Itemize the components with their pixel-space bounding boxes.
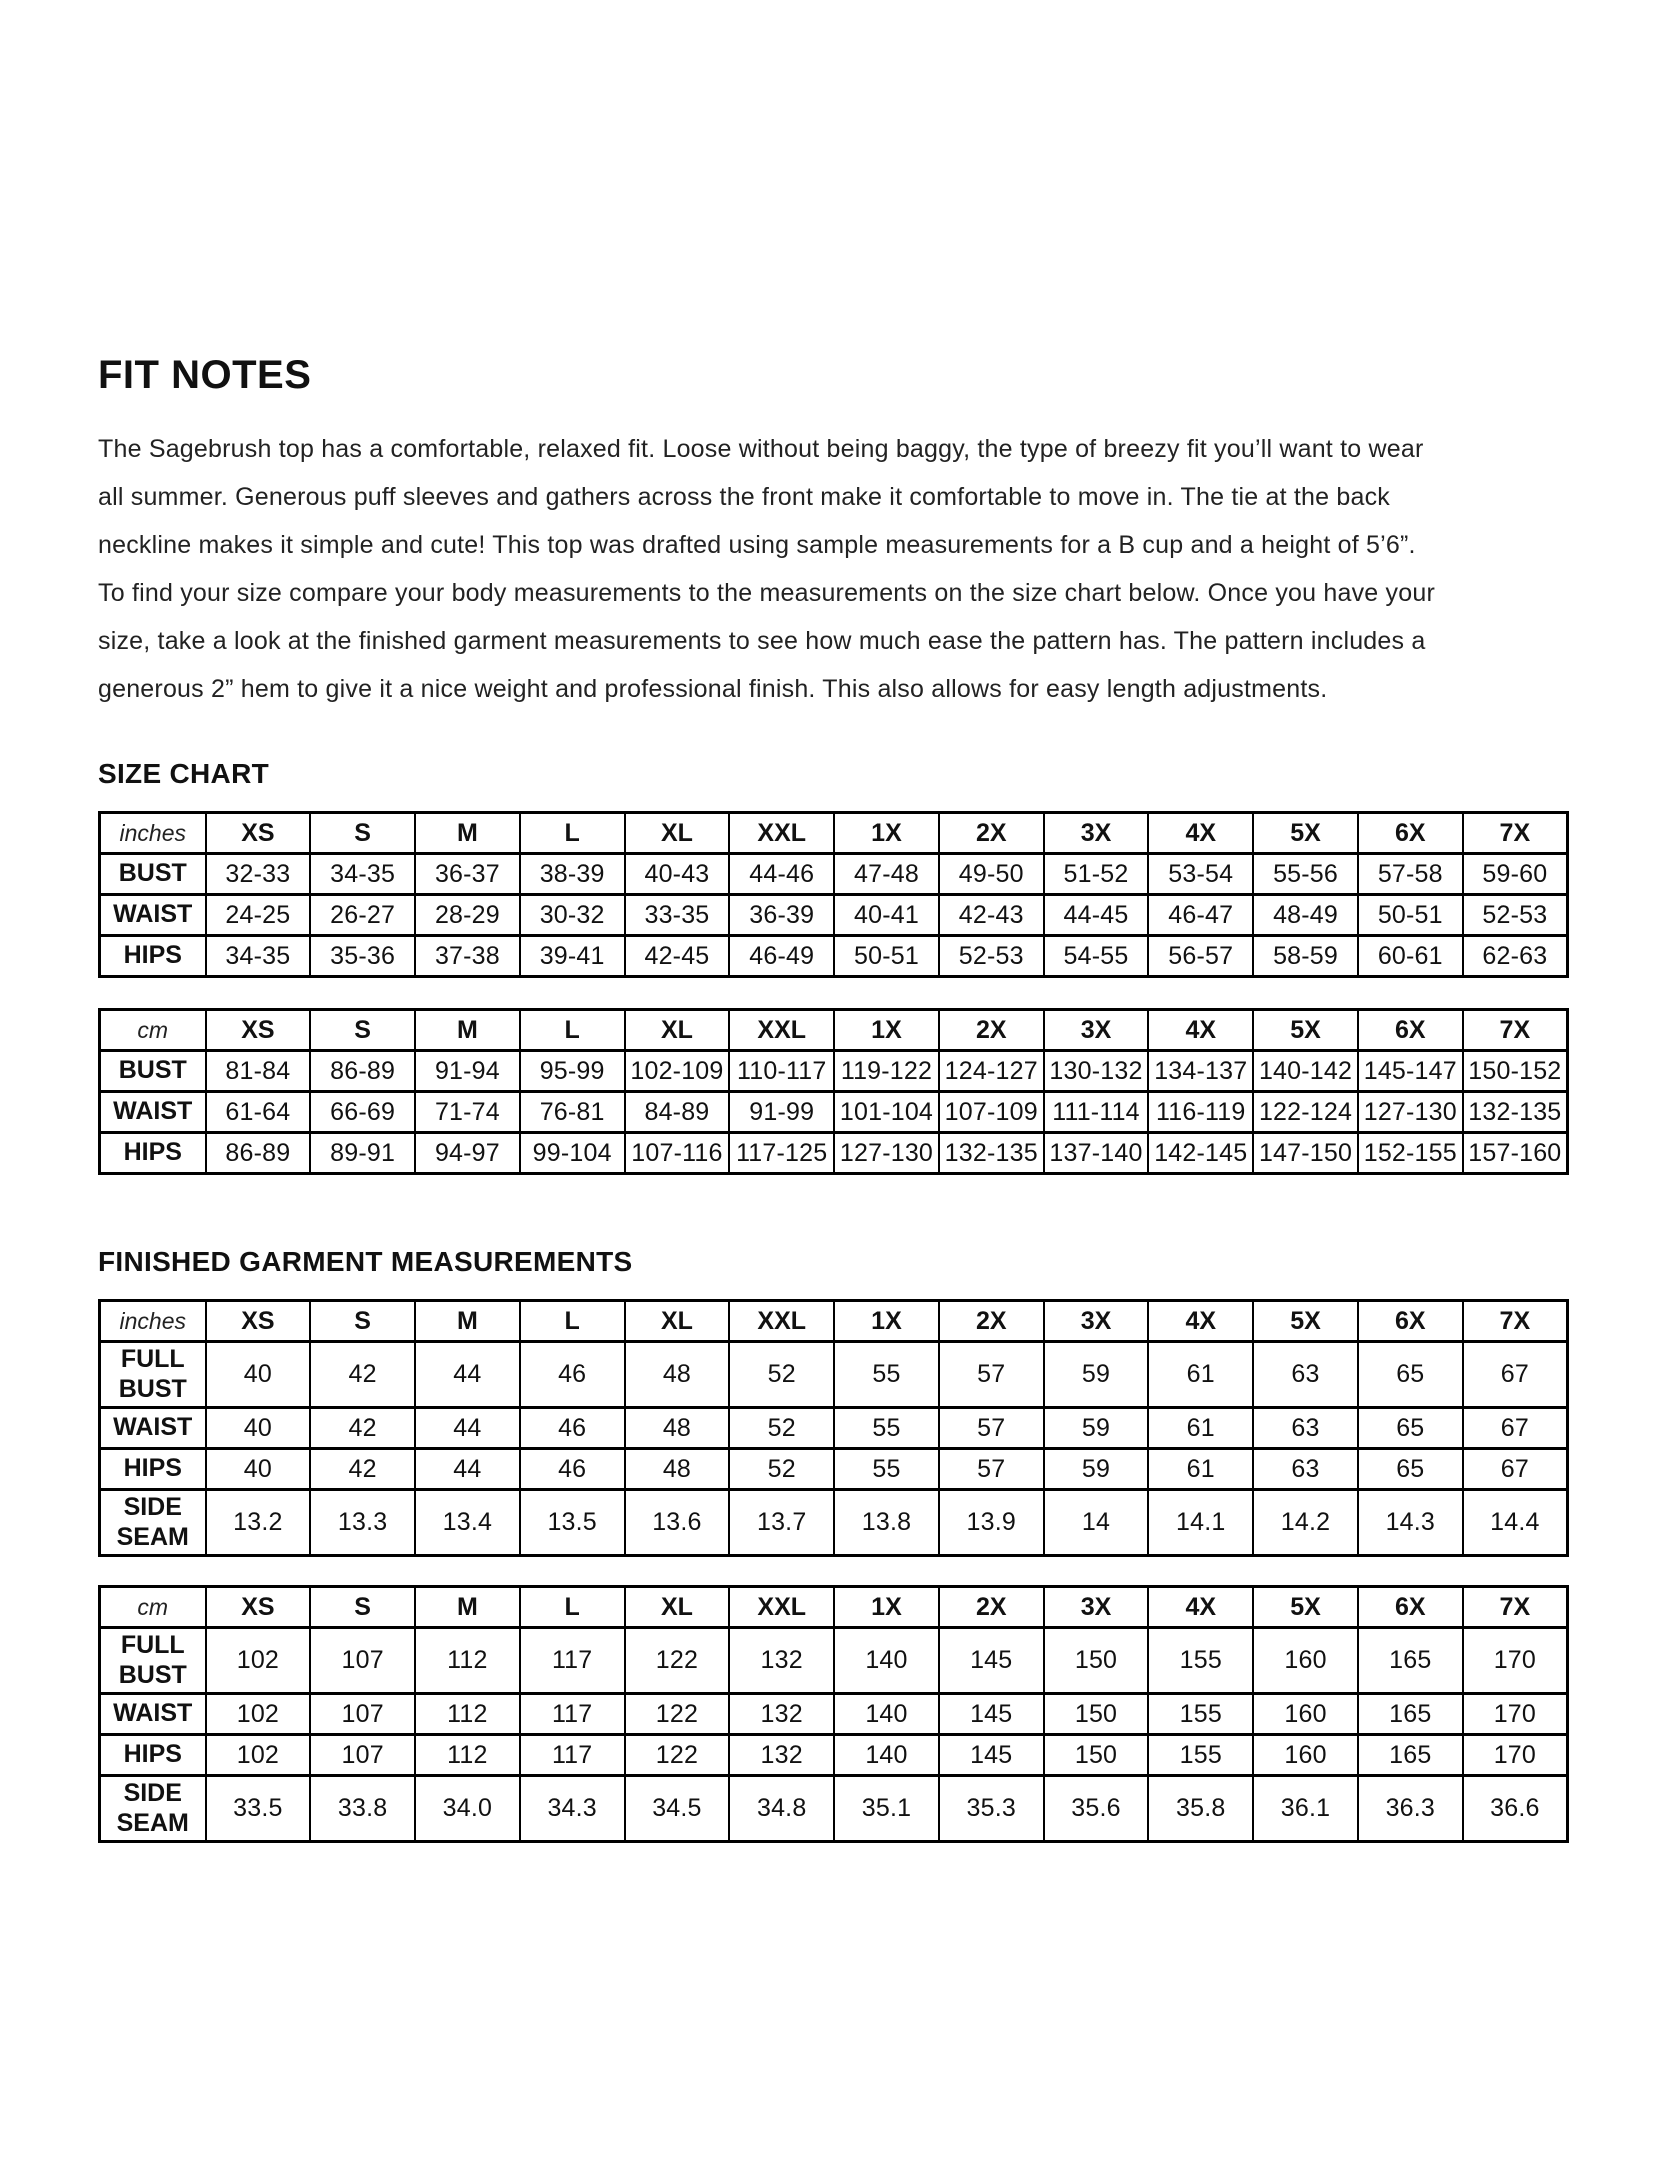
measurement-cell: 40	[206, 1408, 311, 1449]
measurement-cell: 116-119	[1148, 1092, 1253, 1133]
measurement-cell: 102	[206, 1628, 311, 1694]
measurement-cell: 71-74	[415, 1092, 520, 1133]
measurement-cell: 67	[1463, 1408, 1568, 1449]
measurement-cell: 44	[415, 1342, 520, 1408]
row-label: HIPS	[100, 936, 206, 977]
unit-label: cm	[100, 1587, 206, 1628]
size-column-header: M	[415, 1010, 520, 1051]
measurement-cell: 34.0	[415, 1776, 520, 1842]
size-column-header: S	[310, 1587, 415, 1628]
measurement-row	[100, 1776, 1568, 1842]
size-column-header: L	[520, 1301, 625, 1342]
measurement-cell: 132-135	[1463, 1092, 1568, 1133]
measurement-cell: 122	[625, 1694, 730, 1735]
measurement-cell: 145	[939, 1694, 1044, 1735]
measurement-cell: 160	[1253, 1735, 1358, 1776]
size-column-header: XXL	[729, 813, 834, 854]
measurement-cell: 160	[1253, 1628, 1358, 1694]
measurement-cell: 48-49	[1253, 895, 1358, 936]
measurement-cell: 107-116	[625, 1133, 730, 1174]
measurement-cell: 132	[729, 1735, 834, 1776]
size-chart-inches-table	[98, 811, 1569, 978]
size-column-header: 5X	[1253, 1010, 1358, 1051]
measurement-row	[100, 1051, 1568, 1092]
size-column-header: 4X	[1148, 813, 1253, 854]
measurement-cell: 134-137	[1148, 1051, 1253, 1092]
unit-label: inches	[100, 1301, 206, 1342]
measurement-cell: 91-94	[415, 1051, 520, 1092]
measurement-cell: 35.1	[834, 1776, 939, 1842]
size-column-header: 3X	[1044, 1301, 1149, 1342]
measurement-cell: 36.3	[1358, 1776, 1463, 1842]
measurement-cell: 46-49	[729, 936, 834, 977]
size-column-header: M	[415, 1587, 520, 1628]
measurement-cell: 122-124	[1253, 1092, 1358, 1133]
size-column-header: 7X	[1463, 813, 1568, 854]
size-column-header: 4X	[1148, 1010, 1253, 1051]
measurement-row	[100, 1694, 1568, 1735]
size-column-header: 2X	[939, 1301, 1044, 1342]
measurement-cell: 94-97	[415, 1133, 520, 1174]
measurement-cell: 13.7	[729, 1490, 834, 1556]
measurement-cell: 36-37	[415, 854, 520, 895]
measurement-cell: 46	[520, 1408, 625, 1449]
size-column-header: 1X	[834, 813, 939, 854]
measurement-cell: 44-46	[729, 854, 834, 895]
measurement-cell: 52	[729, 1408, 834, 1449]
size-column-header: 3X	[1044, 813, 1149, 854]
measurement-cell: 61	[1148, 1408, 1253, 1449]
measurement-cell: 152-155	[1358, 1133, 1463, 1174]
measurement-cell: 33-35	[625, 895, 730, 936]
measurement-cell: 34.8	[729, 1776, 834, 1842]
measurement-cell: 112	[415, 1628, 520, 1694]
measurement-cell: 61-64	[206, 1092, 311, 1133]
measurement-cell: 40-43	[625, 854, 730, 895]
measurement-cell: 119-122	[834, 1051, 939, 1092]
measurement-cell: 150	[1044, 1628, 1149, 1694]
size-column-header: 6X	[1358, 1587, 1463, 1628]
fit-notes-paragraph	[98, 425, 1571, 713]
size-column-header: 2X	[939, 1587, 1044, 1628]
measurement-cell: 124-127	[939, 1051, 1044, 1092]
measurement-cell: 34.3	[520, 1776, 625, 1842]
measurement-cell: 28-29	[415, 895, 520, 936]
size-column-header: XS	[206, 1301, 311, 1342]
measurement-cell: 42	[310, 1408, 415, 1449]
measurement-cell: 57	[939, 1342, 1044, 1408]
measurement-cell: 36-39	[729, 895, 834, 936]
measurement-cell: 66-69	[310, 1092, 415, 1133]
measurement-cell: 13.6	[625, 1490, 730, 1556]
measurement-cell: 46-47	[1148, 895, 1253, 936]
measurement-cell: 52-53	[939, 936, 1044, 977]
measurement-cell: 24-25	[206, 895, 311, 936]
finished-garment-cm-table	[98, 1585, 1569, 1843]
size-column-header: XS	[206, 813, 311, 854]
measurement-cell: 117	[520, 1735, 625, 1776]
measurement-cell: 52-53	[1463, 895, 1568, 936]
measurement-cell: 95-99	[520, 1051, 625, 1092]
measurement-cell: 145	[939, 1628, 1044, 1694]
measurement-cell: 81-84	[206, 1051, 311, 1092]
measurement-cell: 34-35	[206, 936, 311, 977]
measurement-cell: 42-43	[939, 895, 1044, 936]
measurement-cell: 39-41	[520, 936, 625, 977]
row-label: SIDE SEAM	[100, 1776, 206, 1842]
measurement-cell: 57	[939, 1449, 1044, 1490]
measurement-cell: 107	[310, 1735, 415, 1776]
measurement-cell: 57	[939, 1408, 1044, 1449]
measurement-cell: 170	[1463, 1735, 1568, 1776]
measurement-cell: 35-36	[310, 936, 415, 977]
measurement-cell: 37-38	[415, 936, 520, 977]
size-column-header: S	[310, 813, 415, 854]
measurement-cell: 76-81	[520, 1092, 625, 1133]
measurement-cell: 30-32	[520, 895, 625, 936]
measurement-cell: 63	[1253, 1408, 1358, 1449]
measurement-cell: 107-109	[939, 1092, 1044, 1133]
measurement-cell: 132-135	[939, 1133, 1044, 1174]
size-column-header: 2X	[939, 813, 1044, 854]
measurement-cell: 150	[1044, 1694, 1149, 1735]
size-column-header: L	[520, 813, 625, 854]
row-label: HIPS	[100, 1449, 206, 1490]
measurement-cell: 35.8	[1148, 1776, 1253, 1842]
measurement-cell: 26-27	[310, 895, 415, 936]
measurement-cell: 14.3	[1358, 1490, 1463, 1556]
measurement-row	[100, 1449, 1568, 1490]
size-chart-cm-table	[98, 1008, 1569, 1175]
size-column-header: 3X	[1044, 1587, 1149, 1628]
measurement-cell: 40-41	[834, 895, 939, 936]
page-title: FIT NOTES	[98, 353, 312, 397]
measurement-cell: 62-63	[1463, 936, 1568, 977]
measurement-cell: 89-91	[310, 1133, 415, 1174]
measurement-row	[100, 1133, 1568, 1174]
measurement-cell: 101-104	[834, 1092, 939, 1133]
measurement-cell: 122	[625, 1628, 730, 1694]
measurement-cell: 107	[310, 1628, 415, 1694]
measurement-cell: 59	[1044, 1449, 1149, 1490]
measurement-cell: 110-117	[729, 1051, 834, 1092]
size-column-header: 1X	[834, 1301, 939, 1342]
size-column-header: 2X	[939, 1010, 1044, 1051]
measurement-cell: 91-99	[729, 1092, 834, 1133]
size-column-header: XXL	[729, 1301, 834, 1342]
measurement-cell: 13.4	[415, 1490, 520, 1556]
measurement-cell: 150-152	[1463, 1051, 1568, 1092]
row-label: BUST	[100, 854, 206, 895]
measurement-cell: 36.6	[1463, 1776, 1568, 1842]
measurement-cell: 145-147	[1358, 1051, 1463, 1092]
paragraph-line: size, take a look at the finished garment measurements to see how much ease the pattern has. The pattern includes a	[98, 627, 1426, 655]
size-column-header: 6X	[1358, 1301, 1463, 1342]
measurement-cell: 13.5	[520, 1490, 625, 1556]
measurement-cell: 48	[625, 1449, 730, 1490]
measurement-row	[100, 1342, 1568, 1408]
row-label: WAIST	[100, 1408, 206, 1449]
measurement-cell: 117	[520, 1628, 625, 1694]
measurement-cell: 99-104	[520, 1133, 625, 1174]
measurement-row	[100, 936, 1568, 977]
measurement-cell: 35.3	[939, 1776, 1044, 1842]
measurement-cell: 48	[625, 1342, 730, 1408]
measurement-cell: 42-45	[625, 936, 730, 977]
measurement-cell: 160	[1253, 1694, 1358, 1735]
paragraph-line: all summer. Generous puff sleeves and gathers across the front make it comfortable to move in. The tie at the back	[98, 483, 1390, 511]
measurement-cell: 55	[834, 1408, 939, 1449]
measurement-cell: 46	[520, 1342, 625, 1408]
size-column-header: XL	[625, 1301, 730, 1342]
size-column-header: 6X	[1358, 1010, 1463, 1051]
measurement-cell: 47-48	[834, 854, 939, 895]
size-column-header: 7X	[1463, 1587, 1568, 1628]
finished-garment-inches-table	[98, 1299, 1569, 1557]
measurement-cell: 38-39	[520, 854, 625, 895]
measurement-cell: 54-55	[1044, 936, 1149, 977]
measurement-cell: 55-56	[1253, 854, 1358, 895]
size-column-header: 7X	[1463, 1010, 1568, 1051]
row-label: HIPS	[100, 1735, 206, 1776]
row-label: HIPS	[100, 1133, 206, 1174]
measurement-cell: 61	[1148, 1449, 1253, 1490]
size-column-header: XS	[206, 1010, 311, 1051]
measurement-cell: 59	[1044, 1342, 1149, 1408]
size-column-header: S	[310, 1301, 415, 1342]
row-label: WAIST	[100, 895, 206, 936]
size-column-header: XL	[625, 1010, 730, 1051]
measurement-row	[100, 1408, 1568, 1449]
size-column-header: XL	[625, 813, 730, 854]
row-label: FULL BUST	[100, 1628, 206, 1694]
finished-garment-heading: FINISHED GARMENT MEASUREMENTS	[98, 1246, 633, 1277]
measurement-row	[100, 895, 1568, 936]
row-label: SIDE SEAM	[100, 1490, 206, 1556]
measurement-cell: 49-50	[939, 854, 1044, 895]
measurement-cell: 42	[310, 1342, 415, 1408]
size-column-header: XS	[206, 1587, 311, 1628]
measurement-cell: 155	[1148, 1694, 1253, 1735]
measurement-cell: 14	[1044, 1490, 1149, 1556]
measurement-cell: 60-61	[1358, 936, 1463, 977]
row-label: WAIST	[100, 1092, 206, 1133]
measurement-cell: 102-109	[625, 1051, 730, 1092]
measurement-cell: 170	[1463, 1694, 1568, 1735]
size-header-row	[100, 1010, 1568, 1051]
unit-label: cm	[100, 1010, 206, 1051]
measurement-cell: 155	[1148, 1628, 1253, 1694]
measurement-cell: 67	[1463, 1342, 1568, 1408]
size-column-header: 4X	[1148, 1587, 1253, 1628]
size-column-header: 1X	[834, 1010, 939, 1051]
measurement-cell: 117-125	[729, 1133, 834, 1174]
measurement-cell: 36.1	[1253, 1776, 1358, 1842]
measurement-cell: 132	[729, 1694, 834, 1735]
measurement-row	[100, 1735, 1568, 1776]
measurement-cell: 14.4	[1463, 1490, 1568, 1556]
measurement-cell: 34.5	[625, 1776, 730, 1842]
measurement-cell: 14.1	[1148, 1490, 1253, 1556]
size-column-header: 6X	[1358, 813, 1463, 854]
measurement-cell: 84-89	[625, 1092, 730, 1133]
measurement-cell: 61	[1148, 1342, 1253, 1408]
measurement-cell: 157-160	[1463, 1133, 1568, 1174]
measurement-cell: 127-130	[1358, 1092, 1463, 1133]
measurement-cell: 63	[1253, 1342, 1358, 1408]
size-column-header: L	[520, 1587, 625, 1628]
measurement-cell: 13.2	[206, 1490, 311, 1556]
measurement-cell: 32-33	[206, 854, 311, 895]
paragraph-line: generous 2” hem to give it a nice weight and professional finish. This also allows for easy length adjustments.	[98, 675, 1328, 703]
measurement-cell: 42	[310, 1449, 415, 1490]
measurement-cell: 140	[834, 1694, 939, 1735]
size-header-row	[100, 1301, 1568, 1342]
measurement-cell: 102	[206, 1694, 311, 1735]
measurement-cell: 56-57	[1148, 936, 1253, 977]
measurement-cell: 58-59	[1253, 936, 1358, 977]
size-column-header: 5X	[1253, 1587, 1358, 1628]
measurement-cell: 140-142	[1253, 1051, 1358, 1092]
size-column-header: 7X	[1463, 1301, 1568, 1342]
measurement-cell: 59	[1044, 1408, 1149, 1449]
measurement-row	[100, 1092, 1568, 1133]
measurement-row	[100, 1628, 1568, 1694]
measurement-cell: 145	[939, 1735, 1044, 1776]
measurement-cell: 55	[834, 1449, 939, 1490]
paragraph-line: The Sagebrush top has a comfortable, relaxed fit. Loose without being baggy, the type of breezy fit you’ll want to wear	[98, 435, 1424, 463]
measurement-cell: 165	[1358, 1735, 1463, 1776]
measurement-cell: 142-145	[1148, 1133, 1253, 1174]
measurement-cell: 46	[520, 1449, 625, 1490]
size-column-header: S	[310, 1010, 415, 1051]
size-column-header: 4X	[1148, 1301, 1253, 1342]
measurement-cell: 59-60	[1463, 854, 1568, 895]
measurement-cell: 132	[729, 1628, 834, 1694]
measurement-cell: 140	[834, 1628, 939, 1694]
measurement-cell: 50-51	[834, 936, 939, 977]
measurement-cell: 34-35	[310, 854, 415, 895]
measurement-cell: 122	[625, 1735, 730, 1776]
measurement-cell: 155	[1148, 1735, 1253, 1776]
measurement-cell: 127-130	[834, 1133, 939, 1174]
size-column-header: 1X	[834, 1587, 939, 1628]
row-label: WAIST	[100, 1694, 206, 1735]
measurement-cell: 52	[729, 1449, 834, 1490]
measurement-cell: 147-150	[1253, 1133, 1358, 1174]
measurement-cell: 63	[1253, 1449, 1358, 1490]
row-label: FULL BUST	[100, 1342, 206, 1408]
unit-label: inches	[100, 813, 206, 854]
size-column-header: 5X	[1253, 813, 1358, 854]
measurement-cell: 112	[415, 1735, 520, 1776]
measurement-cell: 102	[206, 1735, 311, 1776]
measurement-cell: 13.3	[310, 1490, 415, 1556]
measurement-cell: 50-51	[1358, 895, 1463, 936]
measurement-cell: 137-140	[1044, 1133, 1149, 1174]
measurement-cell: 44	[415, 1449, 520, 1490]
size-header-row	[100, 813, 1568, 854]
size-column-header: XL	[625, 1587, 730, 1628]
measurement-cell: 44-45	[1044, 895, 1149, 936]
measurement-cell: 14.2	[1253, 1490, 1358, 1556]
measurement-cell: 65	[1358, 1342, 1463, 1408]
size-chart-heading: SIZE CHART	[98, 758, 269, 789]
measurement-cell: 13.9	[939, 1490, 1044, 1556]
measurement-cell: 53-54	[1148, 854, 1253, 895]
measurement-cell: 52	[729, 1342, 834, 1408]
measurement-cell: 13.8	[834, 1490, 939, 1556]
measurement-cell: 112	[415, 1694, 520, 1735]
measurement-cell: 140	[834, 1735, 939, 1776]
measurement-cell: 65	[1358, 1449, 1463, 1490]
measurement-cell: 86-89	[310, 1051, 415, 1092]
paragraph-line: To find your size compare your body measurements to the measurements on the size chart below. Once you have your	[98, 579, 1435, 607]
measurement-cell: 170	[1463, 1628, 1568, 1694]
measurement-cell: 165	[1358, 1628, 1463, 1694]
measurement-cell: 67	[1463, 1449, 1568, 1490]
measurement-cell: 165	[1358, 1694, 1463, 1735]
measurement-row	[100, 854, 1568, 895]
measurement-cell: 35.6	[1044, 1776, 1149, 1842]
row-label: BUST	[100, 1051, 206, 1092]
measurement-cell: 150	[1044, 1735, 1149, 1776]
measurement-cell: 130-132	[1044, 1051, 1149, 1092]
measurement-cell: 33.8	[310, 1776, 415, 1842]
measurement-cell: 33.5	[206, 1776, 311, 1842]
measurement-cell: 48	[625, 1408, 730, 1449]
measurement-cell: 117	[520, 1694, 625, 1735]
size-column-header: XXL	[729, 1587, 834, 1628]
size-header-row	[100, 1587, 1568, 1628]
paragraph-line: neckline makes it simple and cute! This top was drafted using sample measurements for a B cup and a height of 5’6”.	[98, 531, 1416, 559]
size-column-header: M	[415, 1301, 520, 1342]
measurement-cell: 57-58	[1358, 854, 1463, 895]
measurement-cell: 40	[206, 1449, 311, 1490]
size-column-header: XXL	[729, 1010, 834, 1051]
measurement-cell: 86-89	[206, 1133, 311, 1174]
measurement-cell: 40	[206, 1342, 311, 1408]
measurement-cell: 44	[415, 1408, 520, 1449]
size-column-header: L	[520, 1010, 625, 1051]
measurement-cell: 65	[1358, 1408, 1463, 1449]
size-column-header: 5X	[1253, 1301, 1358, 1342]
measurement-cell: 107	[310, 1694, 415, 1735]
measurement-row	[100, 1490, 1568, 1556]
size-column-header: 3X	[1044, 1010, 1149, 1051]
measurement-cell: 51-52	[1044, 854, 1149, 895]
size-column-header: M	[415, 813, 520, 854]
measurement-cell: 111-114	[1044, 1092, 1149, 1133]
measurement-cell: 55	[834, 1342, 939, 1408]
